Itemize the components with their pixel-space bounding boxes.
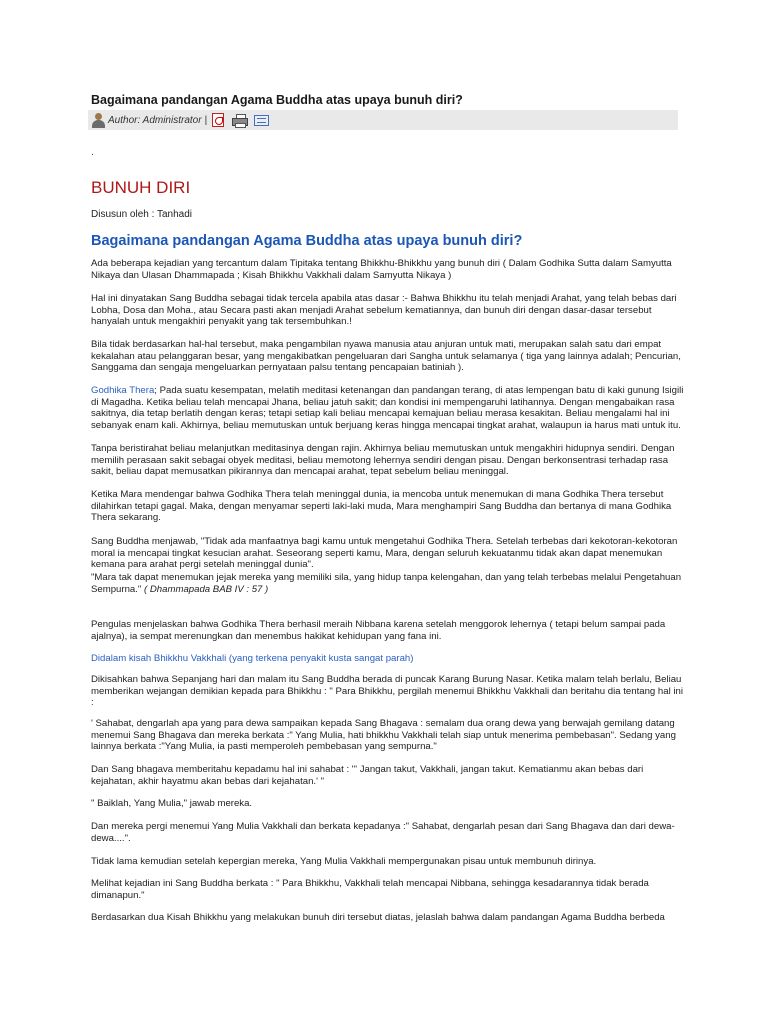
author-bar <box>88 110 678 130</box>
byline: Disusun oleh : Tanhadi <box>91 209 192 220</box>
paragraph-9: Pengulas menjelaskan bahwa Godhika Thera berhasil meraih Nibbana karena setelah menggorok lehernya ( tetapi belum sampai pada ajalnya), ia sempat merenungkan dan menembus hakikat kehidupan yang fana ini. <box>91 619 666 642</box>
vakkhali-story-link[interactable]: Didalam kisah Bhikkhu Vakkhali (yang terkena penyakit kusta sangat parah) <box>91 653 414 664</box>
paragraph-4 <box>91 385 687 431</box>
paragraph-17: Melihat kejadian ini Sang Buddha berkata : " Para Bhikkhu, Vakkhali telah mencapai Nibbana, sehingga kesadarannya tidak berada dimanapun." <box>91 878 649 901</box>
article-title: Bagaimana pandangan Agama Buddha atas upaya bunuh diri? <box>91 93 463 107</box>
print-icon[interactable] <box>232 114 248 127</box>
paragraph-15: Dan mereka pergi menemui Yang Mulia Vakkhali dan berkata kepadanya :" Sahabat, dengarlah pesan dari Sang Bhagava dan dari dewa-dewa....". <box>91 821 675 844</box>
dot-marker: . <box>91 147 94 158</box>
paragraph-3: Bila tidak berdasarkan hal-hal tersebut, maka pengambilan nyawa manusia atau anjuran untuk mati, merupakan salah satu dari empat kekalahan atau pelanggaran besar, yang mengakibatkan pengeluaran dari Sangha untuk selamanya ( tiga yang lainnya adalah; Pencurian, Sanggama dan sengaja mengeluarkan pernyataan palsu tentang pencapaian batiniah ). <box>91 339 681 374</box>
paragraph-5: Tanpa beristirahat beliau melanjutkan meditasinya dengan rajin. Akhirnya beliau memutuskan untuk mengakhiri hidupnya sendiri. Dengan memilih perasaan sakit sebagai obyek meditasi, beliau memotong lehernya sendiri dengan pisau. Dengan berkonsentrasi terhadap rasa sakit, beliau dapat memusatkan pikirannya dan mencapai arahat, tepat sebelum beliau meninggal. <box>91 443 675 478</box>
paragraph-8 <box>91 572 687 595</box>
paragraph-12: ' Sahabat, dengarlah apa yang para dewa sampaikan kepada Sang Bhagava : semalam dua orang dewa yang berwajah gemilang datang menemui Sang Bhagava dan mereka berkata :" Yang Mulia, hati bhikkhu Vakkhali telah siap untuk menerima pembebasan". Sedang yang lainnya berkata :"Yang Mulia, ia pasti memperoleh pembebasan yang sempurna." <box>91 718 676 753</box>
subheading: Bagaimana pandangan Agama Buddha atas upaya bunuh diri? <box>91 233 523 249</box>
godhika-thera-link[interactable]: Godhika Thera <box>91 385 155 396</box>
paragraph-7: Sang Buddha menjawab, "Tidak ada manfaatnya bagi kamu untuk mengetahui Godhika Thera. Setelah terbebas dari kekotoran-kekotoran moral ia mencapai tingkat kesucian arahat. Seseorang seperti kamu, Mara, dengan seluruh kekuatanmu tidak akan dapat menemukan kemana para arahat pergi setelah meninggal dunia". <box>91 536 678 571</box>
quote-text: "Mara tak dapat menemukan jejak mereka yang memiliki sila, yang hidup tanpa kelengahan, dan yang telah terbebas melalui Pengetahuan Sempurna." <box>91 572 682 595</box>
paragraph-11: Dikisahkan bahwa Sepanjang hari dan malam itu Sang Buddha berada di puncak Karang Burung Nasar. Ketika malam telah berlalu, Beliau memberikan wejangan demikian kepada para Bhikkhu : " Para Bhikkhu, pergilah menemui Bhikkhu Vakkhali dan beritahu dia tentang hal ini : <box>91 674 683 709</box>
separator: | <box>204 114 208 126</box>
paragraph-6: Ketika Mara mendengar bahwa Godhika Thera telah meninggal dunia, ia mencoba untuk menemukan di mana Godhika Thera tersebut dilahirkan tetapi gagal. Maka, dengan menyamar seperti laki-laki muda, Mara menghampiri Sang Buddha dan bertanya di mana Godhika Thera sekarang. <box>91 489 672 524</box>
main-heading: BUNUH DIRI <box>91 178 191 197</box>
paragraph-4-text: ; Pada suatu kesempatan, melatih meditasi ketenangan dan pandangan terang, di atas lempengan batu di kaki gunung Isigili di Magadha. Ketika beliau telah mencapai Jhana, beliau jatuh sakit; dan kondisi ini mempengaruhi latihannya. Dengan mengabaikan rasa sakitnya, dia tetap berlatih dengan keras; tetapi setiap kali beliau mencapai kemajuan beliau merasa kesakitan. Beliau mengalami hal ini sebanyak enam kali. Akhirnya, beliau memutuskan untuk berjuang keras hingga mencapai tingkat arahat, walaupun ia harus mati untuk itu. <box>91 385 684 431</box>
paragraph-18: Berdasarkan dua Kisah Bhikkhu yang melakukan bunuh diri tersebut diatas, jelaslah bahwa dalam pandangan Agama Buddha berbeda <box>91 912 665 923</box>
author-label: Author: Administrator <box>108 114 202 126</box>
paragraph-14: " Baiklah, Yang Mulia," jawab mereka. <box>91 798 253 809</box>
paragraph-1: Ada beberapa kejadian yang tercantum dalam Tipitaka tentang Bhikkhu-Bhikkhu yang bunuh diri ( Dalam Godhika Sutta dalam Samyutta Nikaya dan Ulasan Dhammapada ; Kisah Bhikkhu Vakkhali dalam Samyutta Nikaya ) <box>91 258 672 281</box>
paragraph-16: Tidak lama kemudian setelah kepergian mereka, Yang Mulia Vakkhali mempergunakan pisau untuk membunuh dirinya. <box>91 856 597 867</box>
email-icon[interactable] <box>254 115 269 126</box>
pdf-icon[interactable] <box>212 113 224 127</box>
paragraph-13: Dan Sang bhagava memberitahu kepadamu hal ini sahabat : "' Jangan takut, Vakkhali, jangan takut. Kematianmu akan bebas dari kejahatan, akhir hayatmu akan bebas dari kejahatan.' " <box>91 764 644 787</box>
paragraph-2: Hal ini dinyatakan Sang Buddha sebagai tidak tercela apabila atas dasar :- Bahwa Bhikkhu itu telah menjadi Arahat, yang telah bebas dari Lobha, Dosa dan Moha., atau Secara pasti akan menjadi Arahat sebelum kematiannya, dan bunuh diri dengan dasar-dasar tersebut hanyalah untuk mengakhiri penyakit yang tak tersembuhkan.! <box>91 293 677 328</box>
quote-reference: ( Dhammapada BAB IV : 57 ) <box>144 583 269 595</box>
author-icon <box>90 112 108 128</box>
